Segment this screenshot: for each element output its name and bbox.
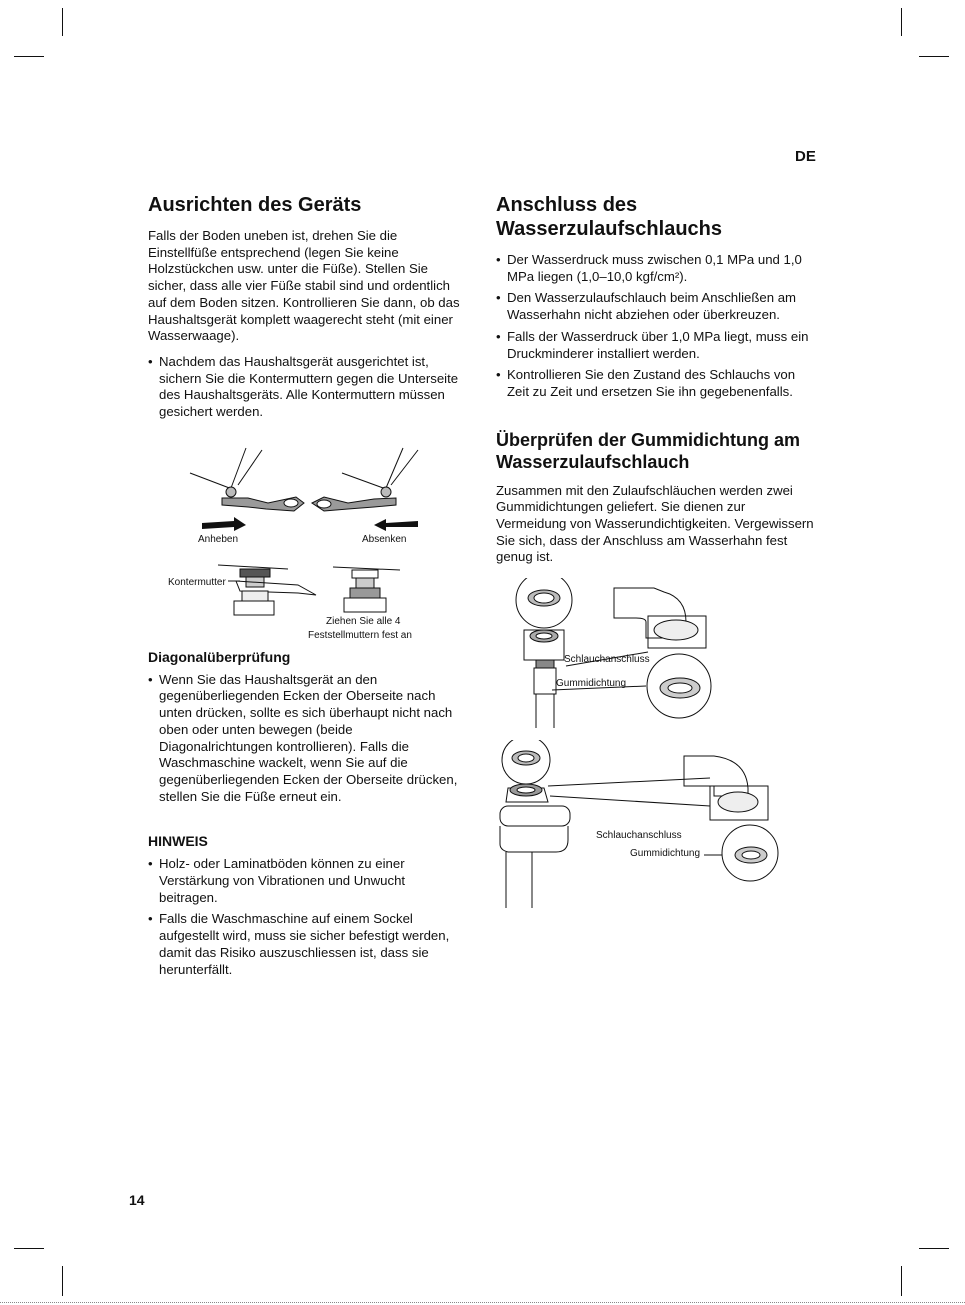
fig1-hose-fitting-label: Schlauchanschluss [564, 654, 650, 666]
crop-mark-top-right-h [919, 56, 949, 57]
adjust-foot-right-drawing [312, 448, 418, 511]
gasket-zoom-icon [502, 740, 550, 784]
hose-connection-title-line1: Anschluss des [496, 194, 638, 216]
tighten-label-line2: Feststellmuttern fest an [308, 629, 412, 641]
left-column [148, 193, 466, 983]
list-item: • Nachdem das Haushaltsgerät ausgerichtet ist, sichern Sie die Kontermuttern gegen die Unterseite des Haushaltsgeräts. Alle Kontermuttern müssen gesichert werden. [148, 354, 466, 421]
crop-mark-top-left-h [14, 56, 44, 57]
leveling-title: Ausrichten des Geräts [148, 194, 362, 216]
hose-gasket-figure-1 [496, 578, 816, 728]
lower-arrow-icon [374, 519, 418, 531]
gasket-check-title-line1: Überprüfen der Gummidichtung am [496, 429, 801, 450]
locknut-wrench-drawing [218, 565, 316, 615]
list-item: • Der Wasserdruck muss zwischen 0,1 MPa und 1,0 MPa liegen (1,0–10,0 kgf/cm²). [496, 252, 816, 285]
raise-arrow-icon [202, 517, 246, 531]
diagonal-check-heading: Diagonalüberprüfung [148, 648, 291, 665]
fig2-hose-fitting-label: Schlauchanschluss [596, 830, 682, 842]
crop-mark-bottom-left-h [14, 1248, 44, 1249]
list-item: • Falls die Waschmaschine auf einem Sockel aufgestellt wird, muss sie sicher befestigt werden, damit das Risiko auszuschliessen ist, dass sie herunterfällt. [148, 911, 466, 978]
crop-mark-bottom-left-v [62, 1266, 63, 1296]
fig1-gasket-label: Gummidichtung [556, 678, 627, 690]
lower-label: Absenken [362, 533, 407, 545]
leveling-bullets [148, 354, 466, 421]
language-tag: DE [795, 148, 816, 165]
list-item: • Kontrollieren Sie den Zustand des Schlauchs von Zeit zu Zeit und ersetzen Sie ihn gegebenenfalls. [496, 367, 816, 400]
gasket-zoom-icon [516, 578, 572, 628]
faucet-elbow-icon [684, 756, 768, 820]
list-item: • Wenn Sie das Haushaltsgerät an den gegenüberliegenden Ecken der Oberseite nach unten drücken, sollte es sich überhaupt nicht nach oben oder unten bewegen (beide Diagonalrichtungen kontrollieren). Falls die Waschmaschine wackelt, wenn Sie auf die gegenüberliegenden Ecken der Oberseite drücken, stellen Sie die Füße erneut ein. [148, 672, 466, 806]
tighten-label-line1: Ziehen Sie alle 4 [326, 615, 401, 627]
locknut-label: Kontermutter [168, 576, 226, 588]
adjust-foot-left-drawing [190, 448, 304, 511]
raise-label: Anheben [198, 533, 239, 545]
note-bullets [148, 856, 466, 978]
diagonal-check-bullets [148, 672, 466, 806]
crop-mark-top-right-v [901, 8, 902, 36]
hose-connection-title-line2: Wasserzulaufschlauchs [496, 218, 723, 240]
right-column [496, 193, 816, 910]
gasket-detail-zoom-icon [722, 825, 778, 881]
page-number: 14 [129, 1192, 145, 1208]
tightened-foot-drawing [333, 567, 400, 612]
hose-gasket-figure-2 [496, 740, 816, 910]
hose-connection-bullets [496, 252, 816, 401]
gasket-leader-line [548, 778, 710, 786]
hose-fitting-leader-line [550, 796, 710, 806]
crop-mark-bottom-right-h [919, 1248, 949, 1249]
fig2-gasket-label: Gummidichtung [630, 848, 701, 860]
leveling-figure [148, 445, 466, 645]
crop-mark-top-left-v [62, 8, 63, 36]
gasket-check-text: Zusammen mit den Zulaufschläuchen werden zwei Gummidichtungen geliefert. Sie dienen zur Vermeidung von Wasserundichtigkeiten. Vergewissern Sie sich, dass der Anschluss am Wasserhahn fest genug ist. [496, 482, 814, 565]
faucet-elbow-icon [614, 588, 706, 648]
note-heading: HINWEIS [148, 833, 208, 850]
hose-connection-title [496, 193, 816, 241]
leveling-intro: Falls der Boden uneben ist, drehen Sie die Einstellfüße entsprechend (legen Sie keine Holzstückchen usw. unter die Füße). Stellen Sie sicher, dass alle vier Füße stabil sind und ordentlich auf dem Boden sitzen. Kontrollieren Sie dann, ob das Haushaltsgerät komplett waagerecht steht (mit einer Wasserwaage). [148, 228, 460, 344]
list-item: • Falls der Wasserdruck über 1,0 MPa liegt, muss ein Druckminderer installiert werden. [496, 329, 816, 362]
page-edge-dotted-line [0, 1302, 965, 1303]
gasket-check-title-line2: Wasserzulaufschlauch [496, 451, 690, 472]
list-item: • Den Wasserzulaufschlauch beim Anschließen am Wasserhahn nicht abziehen oder überkreuzen. [496, 290, 816, 323]
crop-mark-bottom-right-v [901, 1266, 902, 1296]
gasket-detail-zoom-icon [647, 654, 711, 718]
gasket-check-title [496, 429, 816, 473]
list-item: • Holz- oder Laminatböden können zu einer Verstärkung von Vibrationen und Unwucht beitragen. [148, 856, 466, 906]
aqua-stop-hose-icon [500, 784, 570, 908]
